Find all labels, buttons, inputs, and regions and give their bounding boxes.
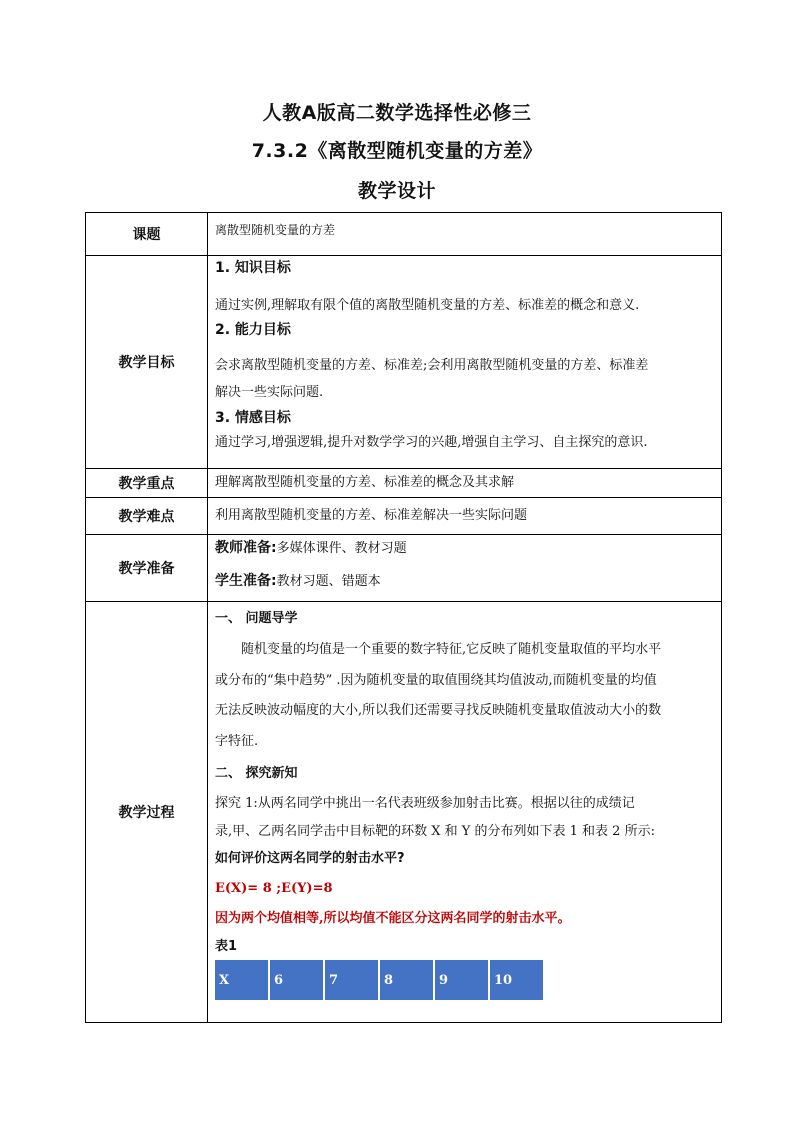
- table-row: [215, 960, 543, 1000]
- section1-para-2: 或分布的“集中趋势” .因为随机变量的取值围绕其均值波动,而随机变量的均值: [215, 672, 657, 688]
- row-goals: [86, 256, 722, 469]
- explore-line-1: 探究 1:从两名同学中挑出一名代表班级参加射击比赛。根据以往的成绩记: [215, 796, 635, 811]
- ability-text-1: 会求离散型随机变量的方差、标准差;会利用离散型随机变量的方差、标准差: [215, 358, 649, 373]
- row-process: [86, 602, 722, 1023]
- knowledge-heading: 1. 知识目标: [215, 260, 291, 276]
- table-cell: X: [215, 960, 268, 1000]
- doc-title-line1: 人教A版高二数学选择性必修三: [262, 102, 532, 124]
- key-points-content: 理解离散型随机变量的方差、标准差的概念及其求解: [215, 475, 515, 490]
- section1-para-3: 无法反映波动幅度的大小,所以我们还需要寻找反映随机变量取值波动大小的数: [215, 703, 662, 718]
- table-cell: 7: [325, 960, 378, 1000]
- answer-expected-values: E(X)= 8 ;E(Y)=8: [215, 881, 333, 896]
- topic-label: 课题: [86, 213, 208, 256]
- teacher-prep-text: 多媒体课件、教材习题: [276, 541, 407, 556]
- table1-caption: 表1: [215, 939, 238, 954]
- emotion-text: 通过学习,增强逻辑,提升对数学学习的兴趣,增强自主学习、自主探究的意识.: [215, 435, 648, 450]
- difficulties-content: 利用离散型随机变量的方差、标准差解决一些实际问题: [215, 508, 528, 523]
- row-key-points: [86, 469, 722, 498]
- section1-heading: 一、 问题导学: [215, 611, 298, 626]
- knowledge-text: 通过实例,理解取有限个值的离散型随机变量的方差、标准差的概念和意义.: [215, 298, 640, 313]
- lesson-plan-table: [85, 212, 722, 1023]
- teacher-prep-label: 教师准备:: [215, 540, 277, 556]
- student-prep-label: 学生准备:: [215, 573, 277, 589]
- table-cell: 6: [270, 960, 323, 1000]
- ability-text-2: 解决一些实际问题.: [215, 385, 324, 400]
- section2-heading: 二、 探究新知: [215, 766, 298, 781]
- key-points-label: 教学重点: [86, 469, 208, 498]
- ability-heading: 2. 能力目标: [215, 322, 291, 338]
- goals-label: 教学目标: [86, 256, 208, 469]
- question-text: 如何评价这两名同学的射击水平?: [215, 851, 405, 866]
- row-preparation: [86, 535, 722, 602]
- table-cell: 9: [435, 960, 488, 1000]
- distribution-table-1: [213, 958, 545, 1002]
- row-difficulties: [86, 498, 722, 535]
- emotion-heading: 3. 情感目标: [215, 410, 291, 426]
- doc-title-line3: 教学设计: [357, 180, 436, 202]
- answer-conclusion: 因为两个均值相等,所以均值不能区分这两名同学的射击水平。: [215, 911, 571, 926]
- student-prep-text: 教材习题、错题本: [276, 574, 381, 589]
- explore-line-2: 录,甲、乙两名同学击中目标靶的环数 X 和 Y 的分布列如下表 1 和表 2 所示:: [215, 824, 655, 839]
- doc-title-line2: 7.3.2《离散型随机变量的方差》: [251, 140, 543, 162]
- section1-para-1: 随机变量的均值是一个重要的数字特征,它反映了随机变量取值的平均水平: [241, 642, 662, 657]
- process-label: 教学过程: [86, 602, 208, 1023]
- row-topic: [86, 213, 722, 256]
- preparation-label: 教学准备: [86, 535, 208, 602]
- table-cell: 8: [380, 960, 433, 1000]
- table-cell: 10: [490, 960, 543, 1000]
- difficulties-label: 教学难点: [86, 498, 208, 535]
- section1-para-4: 字特征.: [215, 733, 259, 749]
- topic-content: 离散型随机变量的方差: [215, 223, 336, 237]
